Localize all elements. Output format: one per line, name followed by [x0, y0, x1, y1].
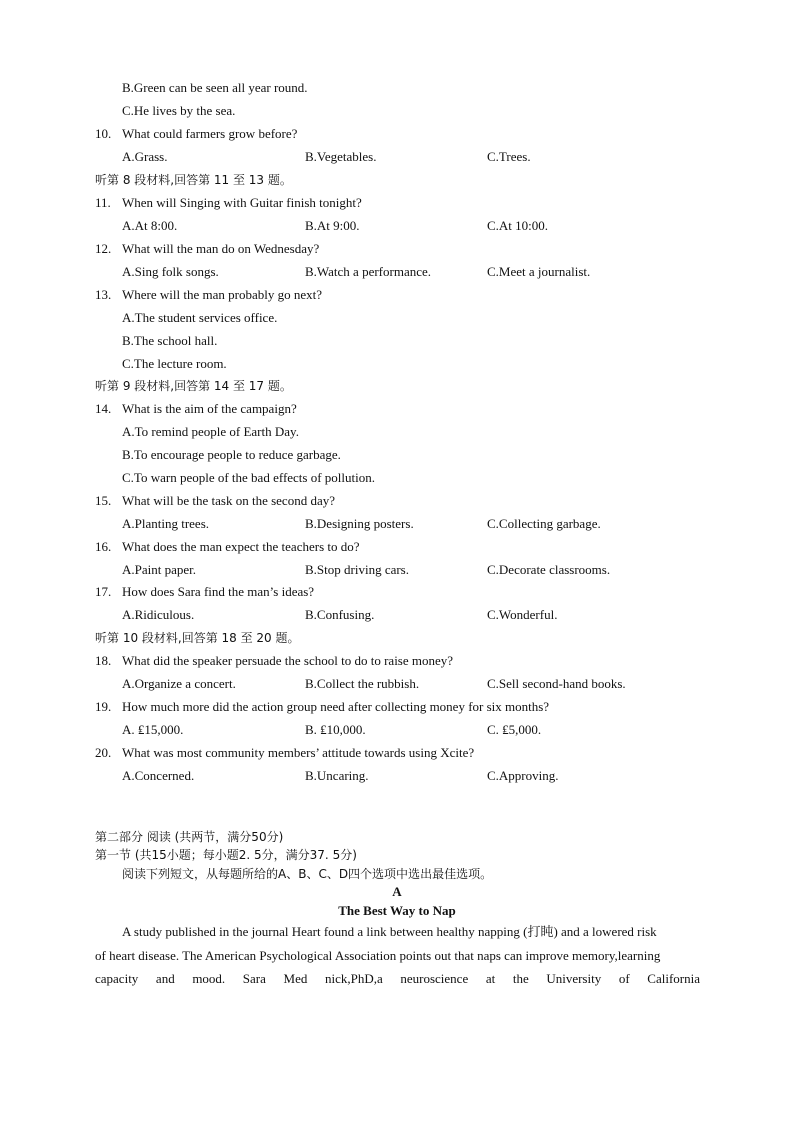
q12-text: What will the man do on Wednesday? [122, 241, 320, 256]
passage-line-2: of heart disease. The American Psychological Association points out that naps can improve memory,learning [95, 948, 661, 963]
q15-number: 15. [95, 493, 112, 508]
q18-option-c: C.Sell second-hand books. [487, 676, 626, 691]
q16-option-a: A.Paint paper. [122, 562, 197, 577]
q18-text: What did the speaker persuade the school to do to raise money? [122, 653, 454, 668]
q20-option-c: C.Approving. [487, 768, 559, 783]
q20-number: 20. [95, 745, 112, 760]
passage-line-3: capacity and mood. Sara Med nick,PhD,a neuroscience at the University of California [95, 971, 700, 986]
section-1-heading: 第一节 (共15小题；每小题2. 5分，满分37. 5分) [95, 848, 357, 862]
q10-number: 10. [95, 126, 112, 141]
q9-option-c: C.He lives by the sea. [122, 103, 236, 118]
q16-text: What does the man expect the teachers to do? [122, 539, 360, 554]
q11-option-c: C.At 10:00. [487, 218, 549, 233]
q19-text: How much more did the action group need after collecting money for six months? [122, 699, 550, 714]
q14-option-b: B.To encourage people to reduce garbage. [122, 447, 341, 462]
q12-number: 12. [95, 241, 112, 256]
q13-option-a: A.The student services office. [122, 310, 278, 325]
q18-option-b: B.Collect the rubbish. [305, 676, 420, 691]
q11-option-b: B.At 9:00. [305, 218, 360, 233]
q10-option-a: A.Grass. [122, 149, 168, 164]
q16-number: 16. [95, 539, 112, 554]
q15-text: What will be the task on the second day? [122, 493, 335, 508]
q16-option-b: B.Stop driving cars. [305, 562, 409, 577]
q13-number: 13. [95, 287, 112, 302]
q10-option-b: B.Vegetables. [305, 149, 377, 164]
q14-option-a: A.To remind people of Earth Day. [122, 424, 299, 439]
q13-text: Where will the man probably go next? [122, 287, 322, 302]
q13-option-c: C.The lecture room. [122, 356, 227, 371]
q17-option-c: C.Wonderful. [487, 607, 558, 622]
passage-letter: A [392, 884, 402, 899]
part-2-title: 第二部分 阅读 (共两节，满分50分) [95, 830, 284, 844]
q17-option-a: A.Ridiculous. [122, 607, 195, 622]
q10-text: What could farmers grow before? [122, 126, 298, 141]
passage-line-1: A study published in the journal Heart found a link between healthy napping (打盹) and a lowered risk [122, 924, 657, 939]
reading-instruction: 阅读下列短文，从每题所给的A、B、C、D四个选项中选出最佳选项。 [122, 867, 493, 881]
q15-option-b: B.Designing posters. [305, 516, 414, 531]
q19-option-c: C. ₤5,000. [487, 722, 542, 737]
q10-option-c: C.Trees. [487, 149, 531, 164]
q15-option-c: C.Collecting garbage. [487, 516, 601, 531]
q17-number: 17. [95, 584, 112, 599]
q19-option-b: B. ₤10,000. [305, 722, 366, 737]
q11-text: When will Singing with Guitar finish tonight? [122, 195, 362, 210]
q17-option-b: B.Confusing. [305, 607, 375, 622]
q12-option-b: B.Watch a performance. [305, 264, 432, 279]
q20-option-b: B.Uncaring. [305, 768, 369, 783]
passage-title: The Best Way to Nap [338, 903, 456, 918]
q17-text: How does Sara find the man’s ideas? [122, 584, 315, 599]
q19-number: 19. [95, 699, 112, 714]
q12-option-c: C.Meet a journalist. [487, 264, 591, 279]
q19-option-a: A. ₤15,000. [122, 722, 184, 737]
q9-option-b: B.Green can be seen all year round. [122, 80, 308, 95]
q12-option-a: A.Sing folk songs. [122, 264, 219, 279]
q20-text: What was most community members’ attitude towards using Xcite? [122, 745, 475, 760]
section-10-heading: 听第 10 段材料,回答第 18 至 20 题。 [95, 631, 300, 645]
q15-option-a: A.Planting trees. [122, 516, 210, 531]
section-9-heading: 听第 9 段材料,回答第 14 至 17 题。 [95, 379, 292, 393]
q13-option-b: B.The school hall. [122, 333, 218, 348]
q18-option-a: A.Organize a concert. [122, 676, 236, 691]
q16-option-c: C.Decorate classrooms. [487, 562, 611, 577]
q18-number: 18. [95, 653, 112, 668]
q14-option-c: C.To warn people of the bad effects of pollution. [122, 470, 376, 485]
q14-text: What is the aim of the campaign? [122, 401, 297, 416]
q14-number: 14. [95, 401, 112, 416]
q11-option-a: A.At 8:00. [122, 218, 178, 233]
q11-number: 11. [95, 195, 111, 210]
section-8-heading: 听第 8 段材料,回答第 11 至 13 题。 [95, 173, 292, 187]
q20-option-a: A.Concerned. [122, 768, 195, 783]
